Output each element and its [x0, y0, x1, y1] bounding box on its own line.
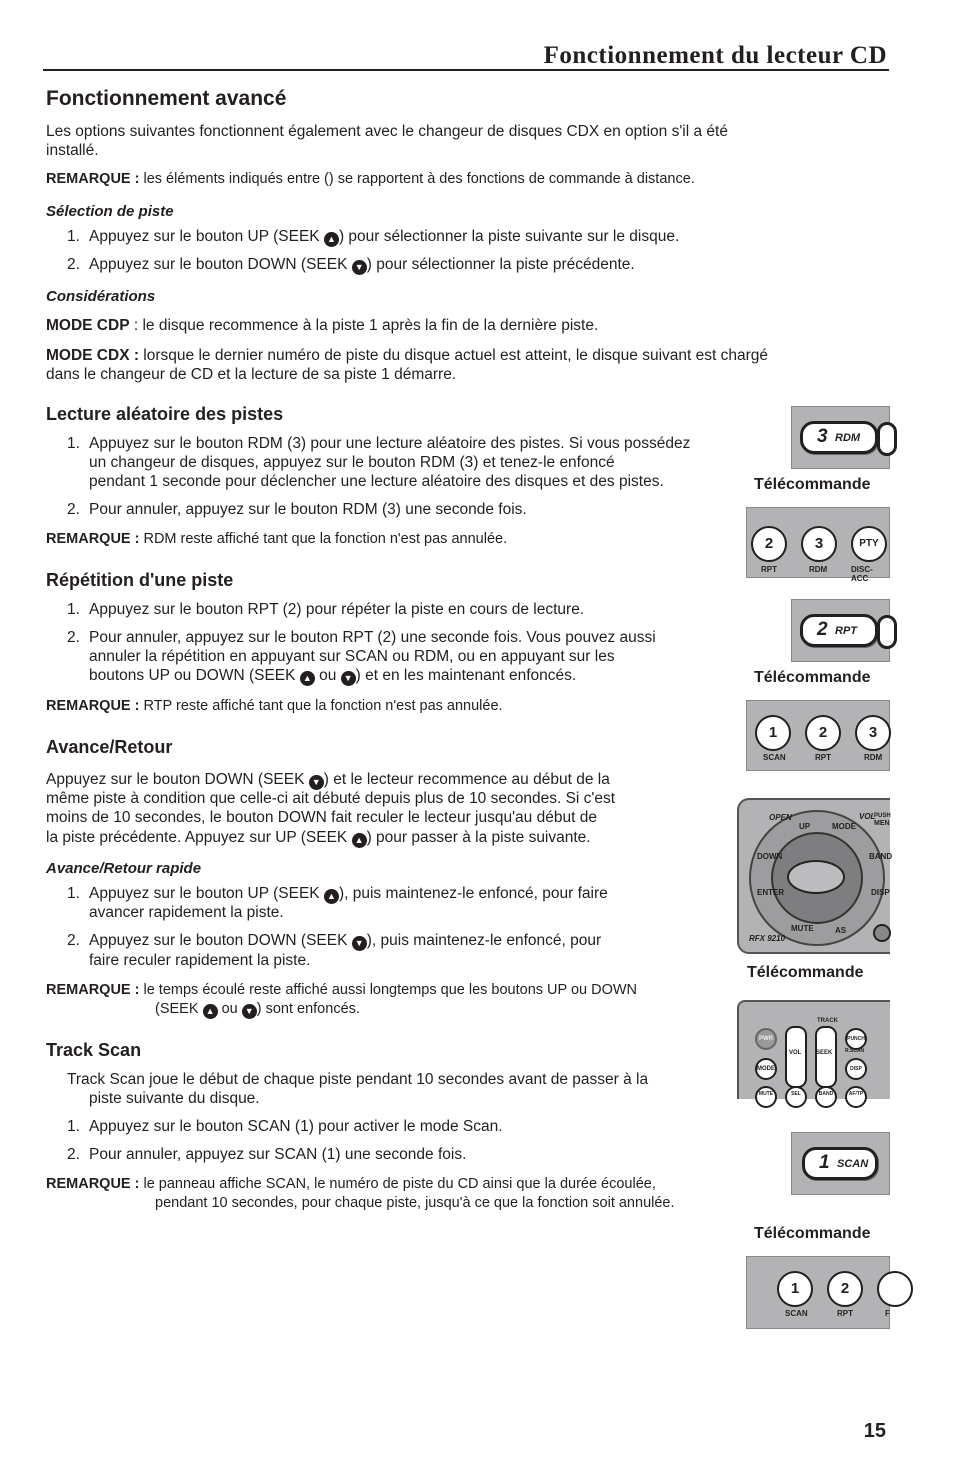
remote-button-pty: PTY	[851, 526, 887, 562]
button-label: DISC-ACC	[851, 565, 873, 583]
seek-up-icon: ▲	[324, 889, 339, 904]
item-text: Appuyez sur le bouton SCAN (1) pour activer le mode Scan.	[89, 1118, 503, 1135]
fwdrev-line-3: moins de 10 secondes, le bouton DOWN fait reculer le lecteur jusqu'au début de	[46, 809, 597, 826]
item-text: Pour annuler, appuyez sur le bouton RPT (2) une seconde fois. Vous pouvez aussi	[89, 629, 656, 646]
remote-button-1: 1	[755, 715, 791, 751]
fwdrev-line-2: même piste à condition que celle-ci ait débuté depuis plus de 10 secondes. Si c'est	[46, 790, 616, 807]
rpt-pill-button	[800, 614, 878, 647]
note-label: REMARQUE :	[46, 982, 140, 998]
fwdrev-line-1	[46, 770, 610, 790]
remote-button-2: 2	[805, 715, 841, 751]
pill-number: 2	[817, 619, 828, 640]
item-text: avancer rapidement la piste.	[89, 904, 284, 921]
mode-label: MODE CDX :	[46, 347, 139, 364]
pill-number: 1	[819, 1152, 830, 1173]
note-text: RTP reste affiché tant que la fonction n'est pas annulée.	[143, 698, 503, 714]
section-title-fwd-rev: Avance/Retour	[46, 737, 173, 757]
scan-button-figure	[791, 1132, 890, 1195]
item-text: un changeur de disques, appuyez sur le bouton RDM (3) et tenez-le enfoncé	[89, 454, 615, 471]
item-number: 2.	[67, 256, 80, 273]
seek-up-icon: ▲	[324, 232, 339, 247]
fwdrev-line-4	[46, 828, 591, 848]
note-fwdrev	[46, 981, 637, 1000]
unit-label: DISP	[871, 888, 890, 897]
pill-number: 3	[817, 426, 828, 447]
item-number: 2.	[67, 932, 80, 949]
item-text: Appuyez sur le bouton RDM (3) pour une lecture aléatoire des pistes. Si vous possédez	[89, 435, 691, 452]
power-button: PWR	[755, 1028, 777, 1050]
intro-line-2: installé.	[46, 142, 99, 159]
seek-down-icon: ▼	[352, 936, 367, 951]
seek-down-icon: ▼	[341, 671, 356, 686]
remote-button-2: 2	[751, 526, 787, 562]
item-text: pendant 1 seconde pour déclencher une lecture aléatoire des disques et des pistes.	[89, 473, 664, 490]
figure-caption: Télécommande	[754, 476, 871, 493]
figure-caption: Télécommande	[754, 1225, 871, 1242]
remote-row-figure	[746, 700, 890, 771]
header-rule	[43, 69, 889, 71]
item-number: 2.	[67, 1146, 80, 1163]
item-text: Pour annuler, appuyez sur le bouton RDM (3) une seconde fois.	[89, 501, 527, 518]
subhead-considerations: Considérations	[46, 288, 156, 305]
rdm-pill-button	[800, 421, 878, 454]
remote-button-1: 1	[777, 1271, 813, 1307]
scan-pill-button	[802, 1147, 878, 1180]
note-label: REMARQUE :	[46, 1176, 140, 1192]
unit-label: UP	[799, 822, 811, 831]
remote-button-2: 2	[827, 1271, 863, 1307]
partial-button	[877, 615, 897, 649]
partial-button	[877, 422, 897, 456]
remote-button-3: 3	[801, 526, 837, 562]
reset-button-icon	[873, 924, 891, 942]
seek-down-icon: ▼	[352, 260, 367, 275]
aftp-button: AF/TP	[845, 1086, 867, 1108]
page-number: 15	[863, 1420, 886, 1442]
seek-down-icon: ▼	[309, 775, 324, 790]
unit-label: OPEN	[769, 813, 792, 822]
section-title-random: Lecture aléatoire des pistes	[46, 404, 284, 424]
rdm-button-figure	[791, 406, 890, 469]
section-title-track-scan: Track Scan	[46, 1040, 142, 1060]
seek-down-icon: ▼	[242, 1004, 257, 1019]
note-label: REMARQUE :	[46, 698, 140, 714]
pill-label: RDM	[835, 432, 861, 444]
button-label: SCAN	[763, 753, 786, 762]
item-text: Appuyez sur le bouton DOWN (SEEK	[89, 932, 352, 949]
button-label: TRACK	[817, 1018, 838, 1024]
unit-label: BAND	[869, 852, 893, 861]
remote-row-figure	[746, 1256, 890, 1329]
mode-cdx	[46, 346, 768, 366]
item-number: 1.	[67, 228, 80, 245]
button-label: VOL	[789, 1050, 802, 1056]
unit-label: MUTE	[791, 924, 814, 933]
seek-up-icon: ▲	[300, 671, 315, 686]
item-text: ) pour sélectionner la piste précédente.	[366, 256, 635, 273]
figure-caption: Télécommande	[747, 964, 864, 981]
remote-top-figure	[737, 1000, 890, 1099]
note-label: REMARQUE :	[46, 531, 140, 547]
section-title-repeat: Répétition d'une piste	[46, 570, 234, 590]
note-text: le temps écoulé reste affiché aussi longtemps que les boutons UP ou DOWN	[143, 982, 638, 998]
note-repeat	[46, 697, 503, 716]
note-text: (SEEK	[155, 1001, 203, 1017]
item-text: ), puis maintenez-le enfoncé, pour	[366, 932, 602, 949]
unit-label: ENTER	[757, 888, 785, 897]
item-text: ) pour sélectionner la piste suivante sur le disque.	[338, 228, 680, 245]
rpt-button-figure	[791, 599, 890, 662]
note-text: le panneau affiche SCAN, le numéro de piste du CD ainsi que la durée écoulée,	[143, 1176, 656, 1192]
punch-button: PUNCH	[845, 1028, 867, 1050]
note-text: ou	[217, 1001, 242, 1017]
section-title-advanced: Fonctionnement avancé	[46, 87, 287, 110]
para-text: ) pour passer à la piste suivante.	[366, 829, 591, 846]
scan-intro-2: piste suivante du disque.	[89, 1090, 260, 1107]
item-text: Appuyez sur le bouton UP (SEEK	[89, 885, 324, 902]
volume-rocker	[785, 1026, 807, 1088]
item-number: 1.	[67, 1118, 80, 1135]
seek-up-icon: ▲	[203, 1004, 218, 1019]
note-fwdrev-line-2	[155, 1000, 360, 1019]
head-unit-figure	[737, 798, 893, 954]
note-text: les éléments indiqués entre () se rapportent à des fonctions de commande à distance.	[143, 171, 695, 187]
button-label: F	[885, 1309, 890, 1318]
brand-logo-icon	[787, 860, 845, 894]
mode-label: MODE CDP	[46, 317, 130, 334]
mute-button: MUTE	[755, 1086, 777, 1108]
item-text: ou	[314, 667, 341, 684]
item-text: ), puis maintenez-le enfoncé, pour faire	[338, 885, 608, 902]
subhead-fast-fwd-rev: Avance/Retour rapide	[46, 860, 202, 877]
pill-label: RPT	[835, 625, 857, 637]
item-number: 2.	[67, 629, 80, 646]
figure-caption: Télécommande	[754, 669, 871, 686]
item-number: 1.	[67, 885, 80, 902]
note-1	[46, 170, 695, 189]
mode-text: lorsque le dernier numéro de piste du disque actuel est atteint, le disque suivant est chargé	[139, 347, 768, 364]
item-text: Pour annuler, appuyez sur SCAN (1) une seconde fois.	[89, 1146, 467, 1163]
mode-text: : le disque recommence à la piste 1 après la fin de la dernière piste.	[129, 317, 599, 334]
para-text: la piste précédente. Appuyez sur UP (SEEK	[46, 829, 352, 846]
button-label: SCAN	[785, 1309, 808, 1318]
item-text: faire reculer rapidement la piste.	[89, 952, 311, 969]
disp-button: DISP	[845, 1058, 867, 1080]
unit-label: VOL	[859, 812, 876, 821]
button-label: RDM	[864, 753, 883, 762]
unit-label: AS	[835, 926, 847, 935]
note-text: RDM reste affiché tant que la fonction n'est pas annulée.	[143, 531, 508, 547]
unit-label: PUSH	[874, 813, 891, 819]
remote-button-partial	[877, 1271, 913, 1307]
item-text: Appuyez sur le bouton UP (SEEK	[89, 228, 324, 245]
button-label: RPT	[815, 753, 831, 762]
note-label: REMARQUE :	[46, 171, 140, 187]
remote-button-3: 3	[855, 715, 891, 751]
para-text: ) et le lecteur recommence au début de la	[323, 771, 610, 788]
band-button: BAND	[815, 1086, 837, 1108]
remote-row-figure	[746, 507, 890, 583]
sel-button: SEL	[785, 1086, 807, 1108]
mode-cdp	[46, 316, 598, 336]
button-label: SEEK	[816, 1050, 833, 1056]
button-label: RPT	[837, 1309, 853, 1318]
note-scan	[46, 1175, 656, 1194]
mode-button: MODE	[755, 1058, 777, 1080]
para-text: Appuyez sur le bouton DOWN (SEEK	[46, 771, 309, 788]
item-text: Appuyez sur le bouton DOWN (SEEK	[89, 256, 352, 273]
unit-label: MEN	[874, 820, 890, 827]
button-label: R.SCAN	[845, 1048, 865, 1054]
item-text: Appuyez sur le bouton RPT (2) pour répéter la piste en cours de lecture.	[89, 601, 585, 618]
item-number: 1.	[67, 601, 80, 618]
scan-intro-1: Track Scan joue le début de chaque piste pendant 10 secondes avant de passer à la	[67, 1071, 649, 1088]
intro-line-1: Les options suivantes fonctionnent également avec le changeur de disques CDX en option s'il a été	[46, 123, 728, 140]
item-number: 2.	[67, 501, 80, 518]
unit-label: DOWN	[757, 852, 783, 861]
subhead-track-selection: Sélection de piste	[46, 203, 174, 220]
mode-cdx-line-2: dans le changeur de CD et la lecture de sa piste 1 démarre.	[46, 366, 457, 383]
unit-label: MODE	[832, 822, 856, 831]
button-label: RPT	[761, 565, 777, 574]
running-header: Fonctionnement du lecteur CD	[543, 42, 887, 69]
item-text: ) et en les maintenant enfoncés.	[355, 667, 577, 684]
seek-rocker	[815, 1026, 837, 1088]
note-text: ) sont enfoncés.	[256, 1001, 360, 1017]
unit-model: RFX 9210	[749, 934, 786, 943]
note-scan-line-2: pendant 10 secondes, pour chaque piste, jusqu'à ce que la fonction soit annulée.	[155, 1195, 675, 1211]
item-text: boutons UP ou DOWN (SEEK	[89, 667, 300, 684]
note-random	[46, 530, 507, 549]
item-number: 1.	[67, 435, 80, 452]
item-text: annuler la répétition en appuyant sur SCAN ou RDM, ou en appuyant sur les	[89, 648, 615, 665]
seek-up-icon: ▲	[352, 833, 367, 848]
pill-label: SCAN	[837, 1158, 869, 1170]
button-label: RDM	[809, 565, 828, 574]
